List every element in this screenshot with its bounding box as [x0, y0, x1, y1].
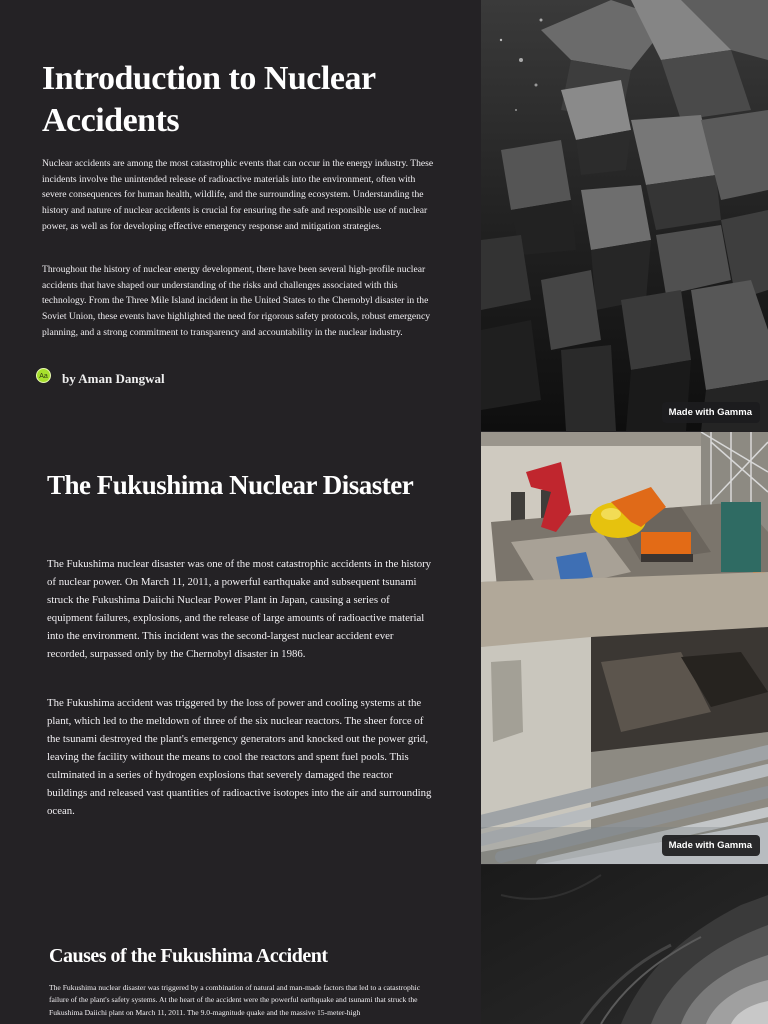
- slide-causes: [0, 865, 768, 1024]
- made-with-gamma-badge[interactable]: [662, 402, 760, 423]
- slide-3-title: Causes of the Fukushima Accident: [49, 945, 328, 967]
- slide-2-paragraph-2: The Fukushima accident was triggered by the loss of power and cooling systems at the plant, which led to the meltdown of three of the six nuclear reactors. The sheer force of the tsunami destroyed the plant's emergency generators and knocked out the power grid, leaving the facility without the means to cool the reactors and spent fuel pools. This culminated in a series of hydrogen explosions that severely damaged the reactor buildings and released vast quantities of radioactive isotopes into the air and surrounding ocean.: [47, 697, 432, 817]
- slide-1-text-panel: [0, 0, 480, 431]
- author-byline: [36, 363, 165, 387]
- slide-1-paragraph-2: Throughout the history of nuclear energy development, there have been several high-profile nuclear accidents that have shaped our understanding of the risks and challenges associated with this technology. From the Three Mile Island incident in the United States to the Chernobyl disaster in the Soviet Union, these events have highlighted the need for rigorous safety protocols, robust emergency planning, and a strong commitment to transparency and accountability in the nuclear industry.: [42, 264, 431, 338]
- avatar: Aa: [36, 368, 51, 383]
- gamma-logo-icon: [662, 835, 768, 856]
- author-name: by Aman Dangwal: [62, 371, 165, 386]
- slide-1-title: Introduction to Nuclear Accidents: [42, 60, 375, 139]
- abstract-waves-image: [481, 865, 768, 1024]
- slide-2-text-panel: [0, 432, 480, 864]
- made-with-gamma-label: Made with Gamma: [668, 840, 752, 851]
- slide-3-paragraph-1: The Fukushima nuclear disaster was triggered by a combination of natural and man-made factors that led to a catastrophic failure of the plant's safety systems. At the heart of the accident were the powerful earthquake and tsunami that struck the Fukushima Daiichi plant on March 11, 2011. The 9.0-magnitude quake and the massive 15-meter-high: [49, 983, 421, 1017]
- slide-introduction: [0, 0, 768, 431]
- slide-3-image-abstract-waves: [481, 865, 768, 1024]
- slide-1-paragraph-1: Nuclear accidents are among the most catastrophic events that can occur in the energy industry. These incidents involve the unintended release of radioactive materials into the environment, often with severe consequences for human health, wildlife, and the surrounding ecosystem. Understanding the history and nature of nuclear accidents is crucial for ensuring the safe and responsible use of nuclear power, as well as for developing effective emergency response and mitigation strategies.: [42, 158, 434, 232]
- abstract-cubes-image: [481, 0, 768, 431]
- made-with-gamma-badge[interactable]: [662, 835, 760, 856]
- slide-1-image-abstract-cubes: [481, 0, 768, 431]
- slide-2-paragraph-1: The Fukushima nuclear disaster was one of the most catastrophic accidents in the history of nuclear power. On March 11, 2011, a powerful earthquake and subsequent tsunami struck the Fukushima Daiichi Nuclear Power Plant in Japan, causing a series of equipment failures, explosions, and the release of large amounts of radioactive material into the environment. This incident was the second-largest nuclear accident ever recorded, surpassed only by the Chernobyl disaster in 1986.: [47, 558, 432, 660]
- gamma-logo-icon: [662, 402, 768, 423]
- slide-fukushima-disaster: [0, 432, 768, 864]
- slide-3-text-panel: [0, 865, 480, 1024]
- damaged-reactor-photo: [481, 432, 768, 864]
- slide-2-image-damaged-reactor: [481, 432, 768, 864]
- made-with-gamma-label: Made with Gamma: [668, 407, 752, 418]
- slide-2-title: The Fukushima Nuclear Disaster: [47, 470, 414, 500]
